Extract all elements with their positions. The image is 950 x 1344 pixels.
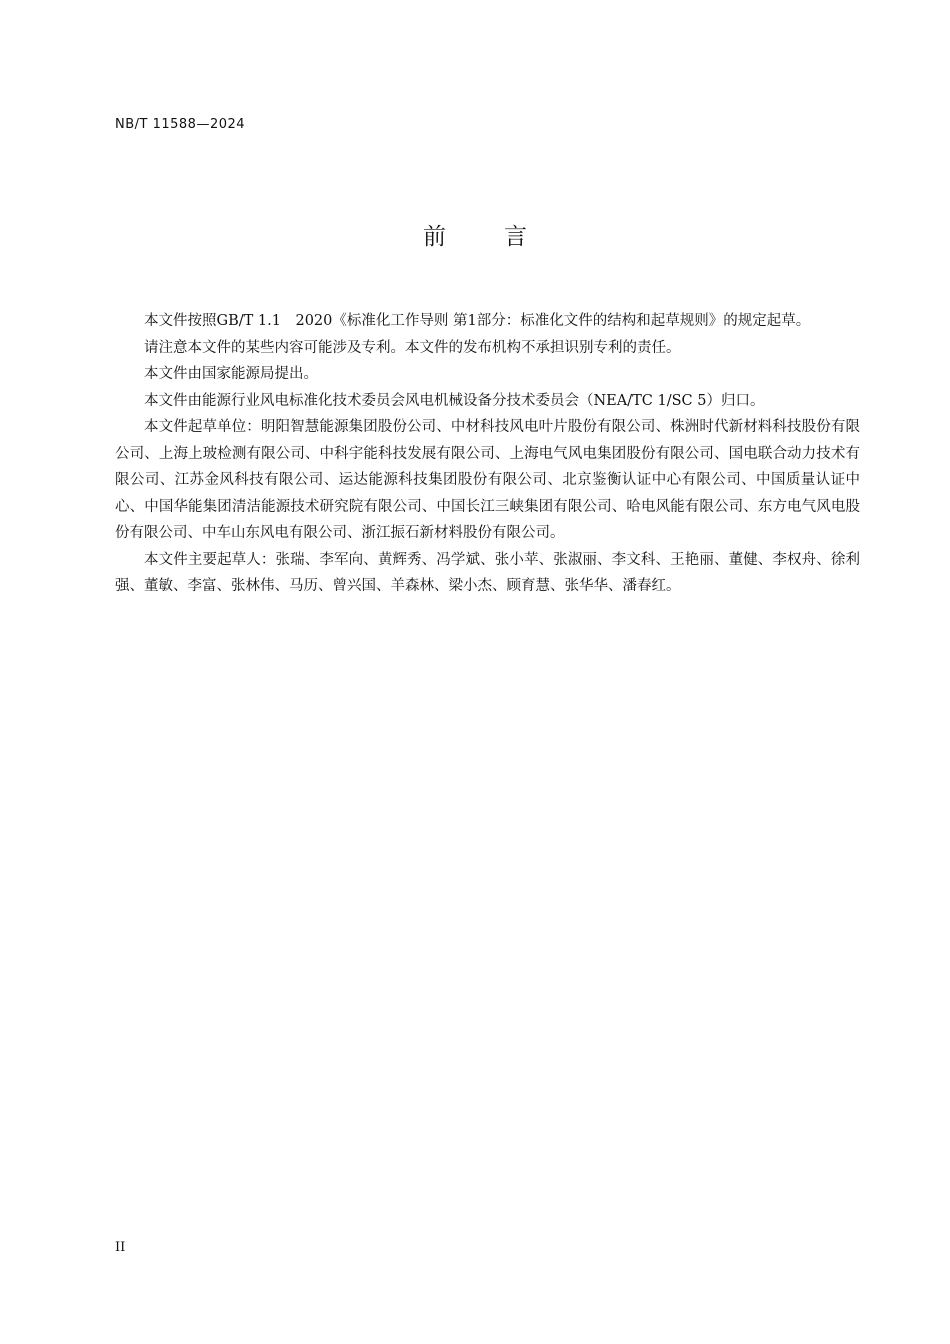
paragraph-patent-notice: 请注意本文件的某些内容可能涉及专利。本文件的发布机构不承担识别专利的责任。 xyxy=(144,339,681,356)
paragraph-drafting-units: 本文件起草单位：明阳智慧能源集团股份公司、中材科技风电叶片股份有限公司、株洲时代新材料科技股份有限公司、上海上玻检测有限公司、中科宇能科技发展有限公司、上海电气风电集团股份有限公司、国电联合动力技术有限公司、江苏金风科技有限公司、运达能源科技集团股份有限公司、北京鉴衡认证中心有限公司、中国质量认证中心、中国华能集团清洁能源技术研究院有限公司、中国长江三峡集团有限公司、哈电风能有限公司、东方电气风电股份有限公司、中车山东风电有限公司、浙江振石新材料股份有限公司。 xyxy=(115,419,860,541)
page-number: II xyxy=(115,1240,126,1255)
paragraph-drafters: 本文件主要起草人：张瑞、李军向、黄辉秀、冯学斌、张小苹、张淑丽、李文科、王艳丽、董健、李权舟、徐利强、董敏、李富、张林伟、马历、曾兴国、羊森林、梁小杰、顾育慧、张华华、潘春红。 xyxy=(115,551,860,594)
section-title: 前言 xyxy=(423,224,585,250)
paragraph-committee: 本文件由能源行业风电标准化技术委员会风电机械设备分技术委员会（NEA/TC 1/SC 5）归口。 xyxy=(144,392,765,409)
paragraph-proposer: 本文件由国家能源局提出。 xyxy=(144,366,318,382)
standard-code: NB/T 11588—2024 xyxy=(115,117,246,132)
foreword-body xyxy=(115,308,860,600)
paragraph-drafting-rules: 本文件按照GB/T 1.1 2020《标准化工作导则 第1部分：标准化文件的结构和起草规则》的规定起草。 xyxy=(144,313,811,329)
